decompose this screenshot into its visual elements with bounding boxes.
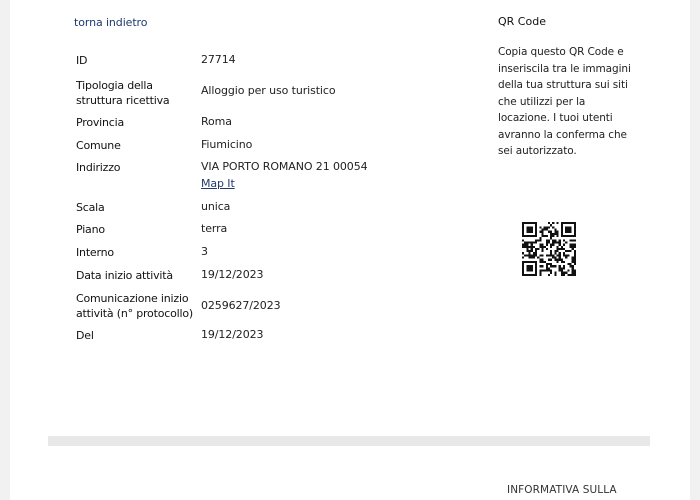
back-link[interactable]: torna indietro	[74, 16, 148, 29]
value-piano: terra	[201, 222, 228, 235]
address-text: VIA PORTO ROMANO 21 00054	[201, 160, 368, 173]
footer-title: INFORMATIVA SULLA	[507, 484, 617, 496]
row-indirizzo	[76, 155, 396, 195]
label-comunicazione: Comunicazione inizio attività (n° protocollo)	[76, 292, 193, 320]
label-scala: Scala	[76, 201, 105, 214]
qr-code-image	[522, 222, 576, 276]
value-comune: Fiumicino	[201, 138, 253, 151]
row-tipologia	[76, 72, 396, 110]
value-comunicazione: 0259627/2023	[201, 299, 281, 312]
label-piano: Piano	[76, 223, 105, 236]
details-table	[76, 48, 396, 349]
row-comune	[76, 133, 396, 155]
label-indirizzo: Indirizzo	[76, 161, 121, 174]
label-provincia: Provincia	[76, 116, 125, 129]
label-del: Del	[76, 329, 94, 342]
qr-sidebar	[498, 15, 638, 160]
value-tipologia: Alloggio per uso turistico	[201, 84, 336, 97]
row-piano	[76, 217, 396, 240]
row-del	[76, 325, 396, 349]
qr-title: QR Code	[498, 15, 546, 28]
page-container	[10, 0, 690, 500]
label-tipologia: Tipologia della struttura ricettiva	[76, 79, 170, 107]
row-provincia	[76, 110, 396, 133]
label-data-inizio: Data inizio attività	[76, 269, 173, 282]
label-interno: Interno	[76, 246, 114, 259]
value-id: 27714	[201, 53, 236, 66]
row-scala	[76, 195, 396, 217]
label-comune: Comune	[76, 139, 121, 152]
value-del: 19/12/2023	[201, 328, 264, 341]
row-id	[76, 48, 396, 72]
qr-description: Copia questo QR Code e inseriscila tra le immagini della tua struttura sui siti che utilizzi per la locazione. I tuoi utenti avranno la conferma che sei autorizzato.	[498, 46, 631, 157]
section-divider	[48, 436, 650, 446]
row-interno	[76, 240, 396, 263]
row-data-inizio	[76, 263, 396, 285]
value-provincia: Roma	[201, 115, 232, 128]
value-interno: 3	[201, 245, 208, 258]
row-comunicazione	[76, 285, 396, 325]
value-data-inizio: 19/12/2023	[201, 268, 264, 281]
label-id: ID	[76, 54, 88, 67]
map-it-link[interactable]: Map It	[201, 177, 235, 190]
value-scala: unica	[201, 200, 231, 213]
value-indirizzo	[201, 155, 396, 195]
